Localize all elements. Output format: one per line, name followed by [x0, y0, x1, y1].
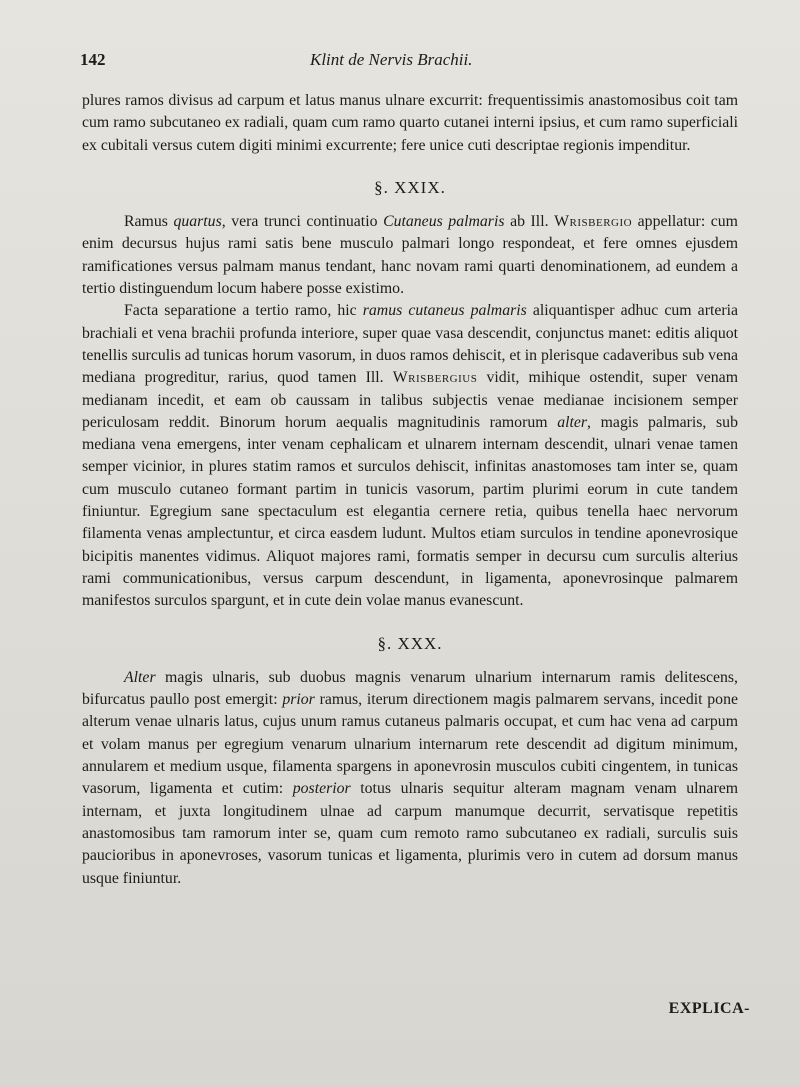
section-heading-30: §. XXX. [377, 633, 443, 653]
paragraph-29-1 [82, 211, 738, 300]
text-run: totus ulnaris sequitur alteram magnam venam ulnarem internam, et juxta longitudinem ulnae ad carpum manumque decurrit, servatisque repetitis anastomosibus tam ramorum inter se, quam cum remoto ramo subcutaneo ex radiali, surculis suis paucioribus in aponevroses, vasorum tunicas et ligamenta, plurimis vero in cutem ad dorsum manus usque finiuntur. [82, 780, 739, 887]
body-text [82, 90, 738, 890]
text-run: ab Ill. [504, 213, 555, 231]
paragraph-29-2 [82, 300, 738, 612]
section-heading-29: §. XXIX. [374, 177, 446, 197]
text-run: ramus, iterum directionem magis palmarem servans, incedit pone alterum venae ulnaris latus, cujus unum ramus cutaneus palmaris occupat, et cum hac vena ad carpum et volam manus per egregium venarum ulnarium internarum rete descendit ad digitum minimum, annularem et medium usque, filamenta spargens in aponevrosin musculos cubiti cingentem, in tunicas vasorum, ligamenta et cutim: [82, 691, 738, 798]
author-name: Wrisbergius [392, 369, 478, 387]
text-run: appellatur: cum enim decursus hujus rami satis bene musculo palmari longo respondeat, et fere omnes ejusdem ramificationes versus palmam manus tendant, hanc novam rami quarti denominationem, ad eundem a tertio distinguendum locum habere posse existimo. [82, 213, 738, 298]
text-run: vidit, mihique ostendit, super venam medianam incedit, et eam ob caussam in talibus subjectis venae medianae incisionem semper periculosam reddit. Binorum horum aequalis magnitudinis ramorum [82, 369, 738, 431]
page-header [80, 50, 740, 74]
catchword: EXPLICA- [668, 1000, 750, 1017]
page-number: 142 [80, 50, 106, 69]
italic-run: Cutaneus palmaris [383, 213, 505, 231]
text-run: , vera trunci continuatio [221, 213, 384, 231]
italic-run: ramus cutaneus palmaris [362, 302, 527, 320]
continued-paragraph: plures ramos divisus ad carpum et latus manus ulnare excurrit: frequentissimis anastomosibus coit tam cum ramo subcutaneo ex radiali, quam cum ramo quarto cutanei interni ipsius, et cum ramo superficiali ex cubitali versus cutem digiti minimi excurrente; fere unice cuti descriptae regionis impenditur. [82, 92, 738, 154]
author-name: Wrisbergio [554, 213, 633, 231]
text-run: Facta separatione a tertio ramo, hic [124, 302, 363, 320]
italic-run: prior [282, 691, 315, 709]
text-run: Ramus [124, 213, 174, 231]
running-title: Klint de Nervis Brachii. [310, 50, 473, 69]
paragraph-30-1 [82, 667, 738, 890]
text-run: magis ulnaris, sub duobus magnis venarum ulnarium internarum ramis delitescens, bifurcatus paullo post emergit: [82, 668, 738, 709]
italic-run: quartus [173, 213, 222, 231]
italic-run: posterior [292, 780, 351, 798]
text-run: aliquantisper adhuc cum arteria brachiali et vena brachii profunda interiore, super quae vasa descendit, conjunctus manet: editis aliquot tenellis surculis ad tunicas horum vasorum, in duos ramos dehiscit, et in plerisque cadaveribus sub vena mediana progreditur, rarius, quod tamen Ill. [82, 302, 739, 387]
text-run: , magis palmaris, sub mediana vena emergens, inter venam cephalicam et ulnarem internam descendit, ulnari venae tamen semper vicinior, in plures statim ramos et surculos dehiscit, infinitas anastomoses tam inter se, quam cum musculo cutaneo formant partim in tunicis vasorum, partim plurimi eorum in cute tandem finiuntur. Egregium sane spectaculum est elegantia cernere retia, quibus tenella haec nervorum filamenta venas amplectuntur, et circa easdem ludunt. Multos etiam surculos in tendine aponevrosique bicipitis manentes vidimus. Aliquot majores rami, formatis semper in decursu cum surculis alterius rami communicationibus, versus carpum descendunt, in ligamenta, aponevrosinque palmarem manifestos surculos spargunt, et in cute dein volae manus evanescunt. [82, 413, 738, 610]
italic-run: Alter [124, 668, 156, 686]
italic-run: alter [557, 413, 588, 431]
